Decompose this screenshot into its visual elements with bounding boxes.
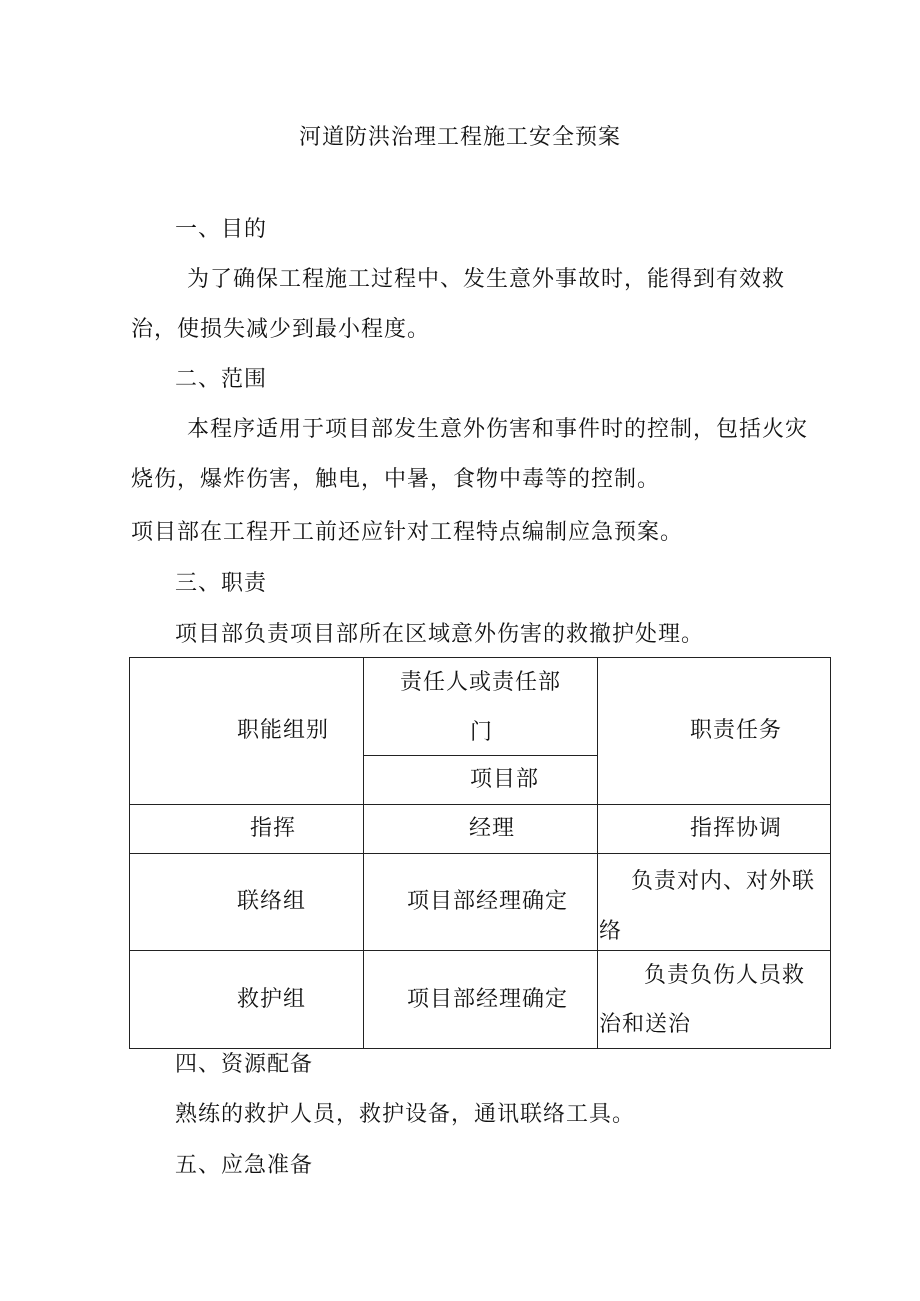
table-row-rescue-task-line2: 治和送治: [599, 1012, 692, 1037]
paragraph-purpose-line1: 为了确保工程施工过程中、发生意外事故时，能得到有效救: [187, 267, 786, 292]
table-row-rescue-group: 救护组: [237, 987, 307, 1012]
table-header-task: 职责任务: [690, 718, 783, 743]
table-header-responsible-line2: 门: [470, 720, 494, 745]
paragraph-resources: 熟练的救护人员，救护设备，通讯联络工具。: [175, 1102, 636, 1127]
paragraph-scope-line2: 烧伤，爆炸伤害，触电，中暑，食物中毒等的控制。: [131, 467, 661, 492]
paragraph-scope-line1: 本程序适用于项目部发生意外伤害和事件时的控制，包括火灾: [187, 417, 809, 442]
table-row-command-person: 经理: [469, 816, 516, 841]
table-header-responsible-sub: 项目部: [470, 767, 540, 792]
table-row-liaison-group: 联络组: [237, 889, 307, 914]
section-heading-duties: 三、职责: [175, 571, 268, 596]
section-heading-scope: 二、范围: [175, 367, 268, 392]
table-row-rescue-person: 项目部经理确定: [407, 987, 569, 1012]
section-heading-preparation: 五、应急准备: [175, 1153, 314, 1178]
paragraph-duties: 项目部负责项目部所在区域意外伤害的救撤护处理。: [175, 622, 705, 647]
paragraph-scope-plan: 项目部在工程开工前还应针对工程特点编制应急预案。: [131, 520, 684, 545]
table-row-liaison-person: 项目部经理确定: [407, 889, 569, 914]
table-row-command-task: 指挥协调: [690, 816, 783, 841]
table-header-responsible-line1: 责任人或责任部: [400, 670, 562, 695]
table-row-command-group: 指挥: [250, 816, 297, 841]
paragraph-purpose-line2: 治，使损失减少到最小程度。: [131, 317, 431, 342]
document-title: 河道防洪治理工程施工安全预案: [298, 125, 621, 150]
duties-table: [129, 657, 831, 1049]
section-heading-purpose: 一、目的: [175, 217, 268, 242]
section-heading-resources: 四、资源配备: [175, 1052, 314, 1077]
table-header-group: 职能组别: [237, 718, 330, 743]
table-row-rescue-task-line1: 负责负伤人员救: [644, 963, 806, 988]
table-row-liaison-task-line2: 络: [599, 919, 623, 944]
table-row-liaison-task-line1: 负责对内、对外联: [631, 869, 816, 894]
